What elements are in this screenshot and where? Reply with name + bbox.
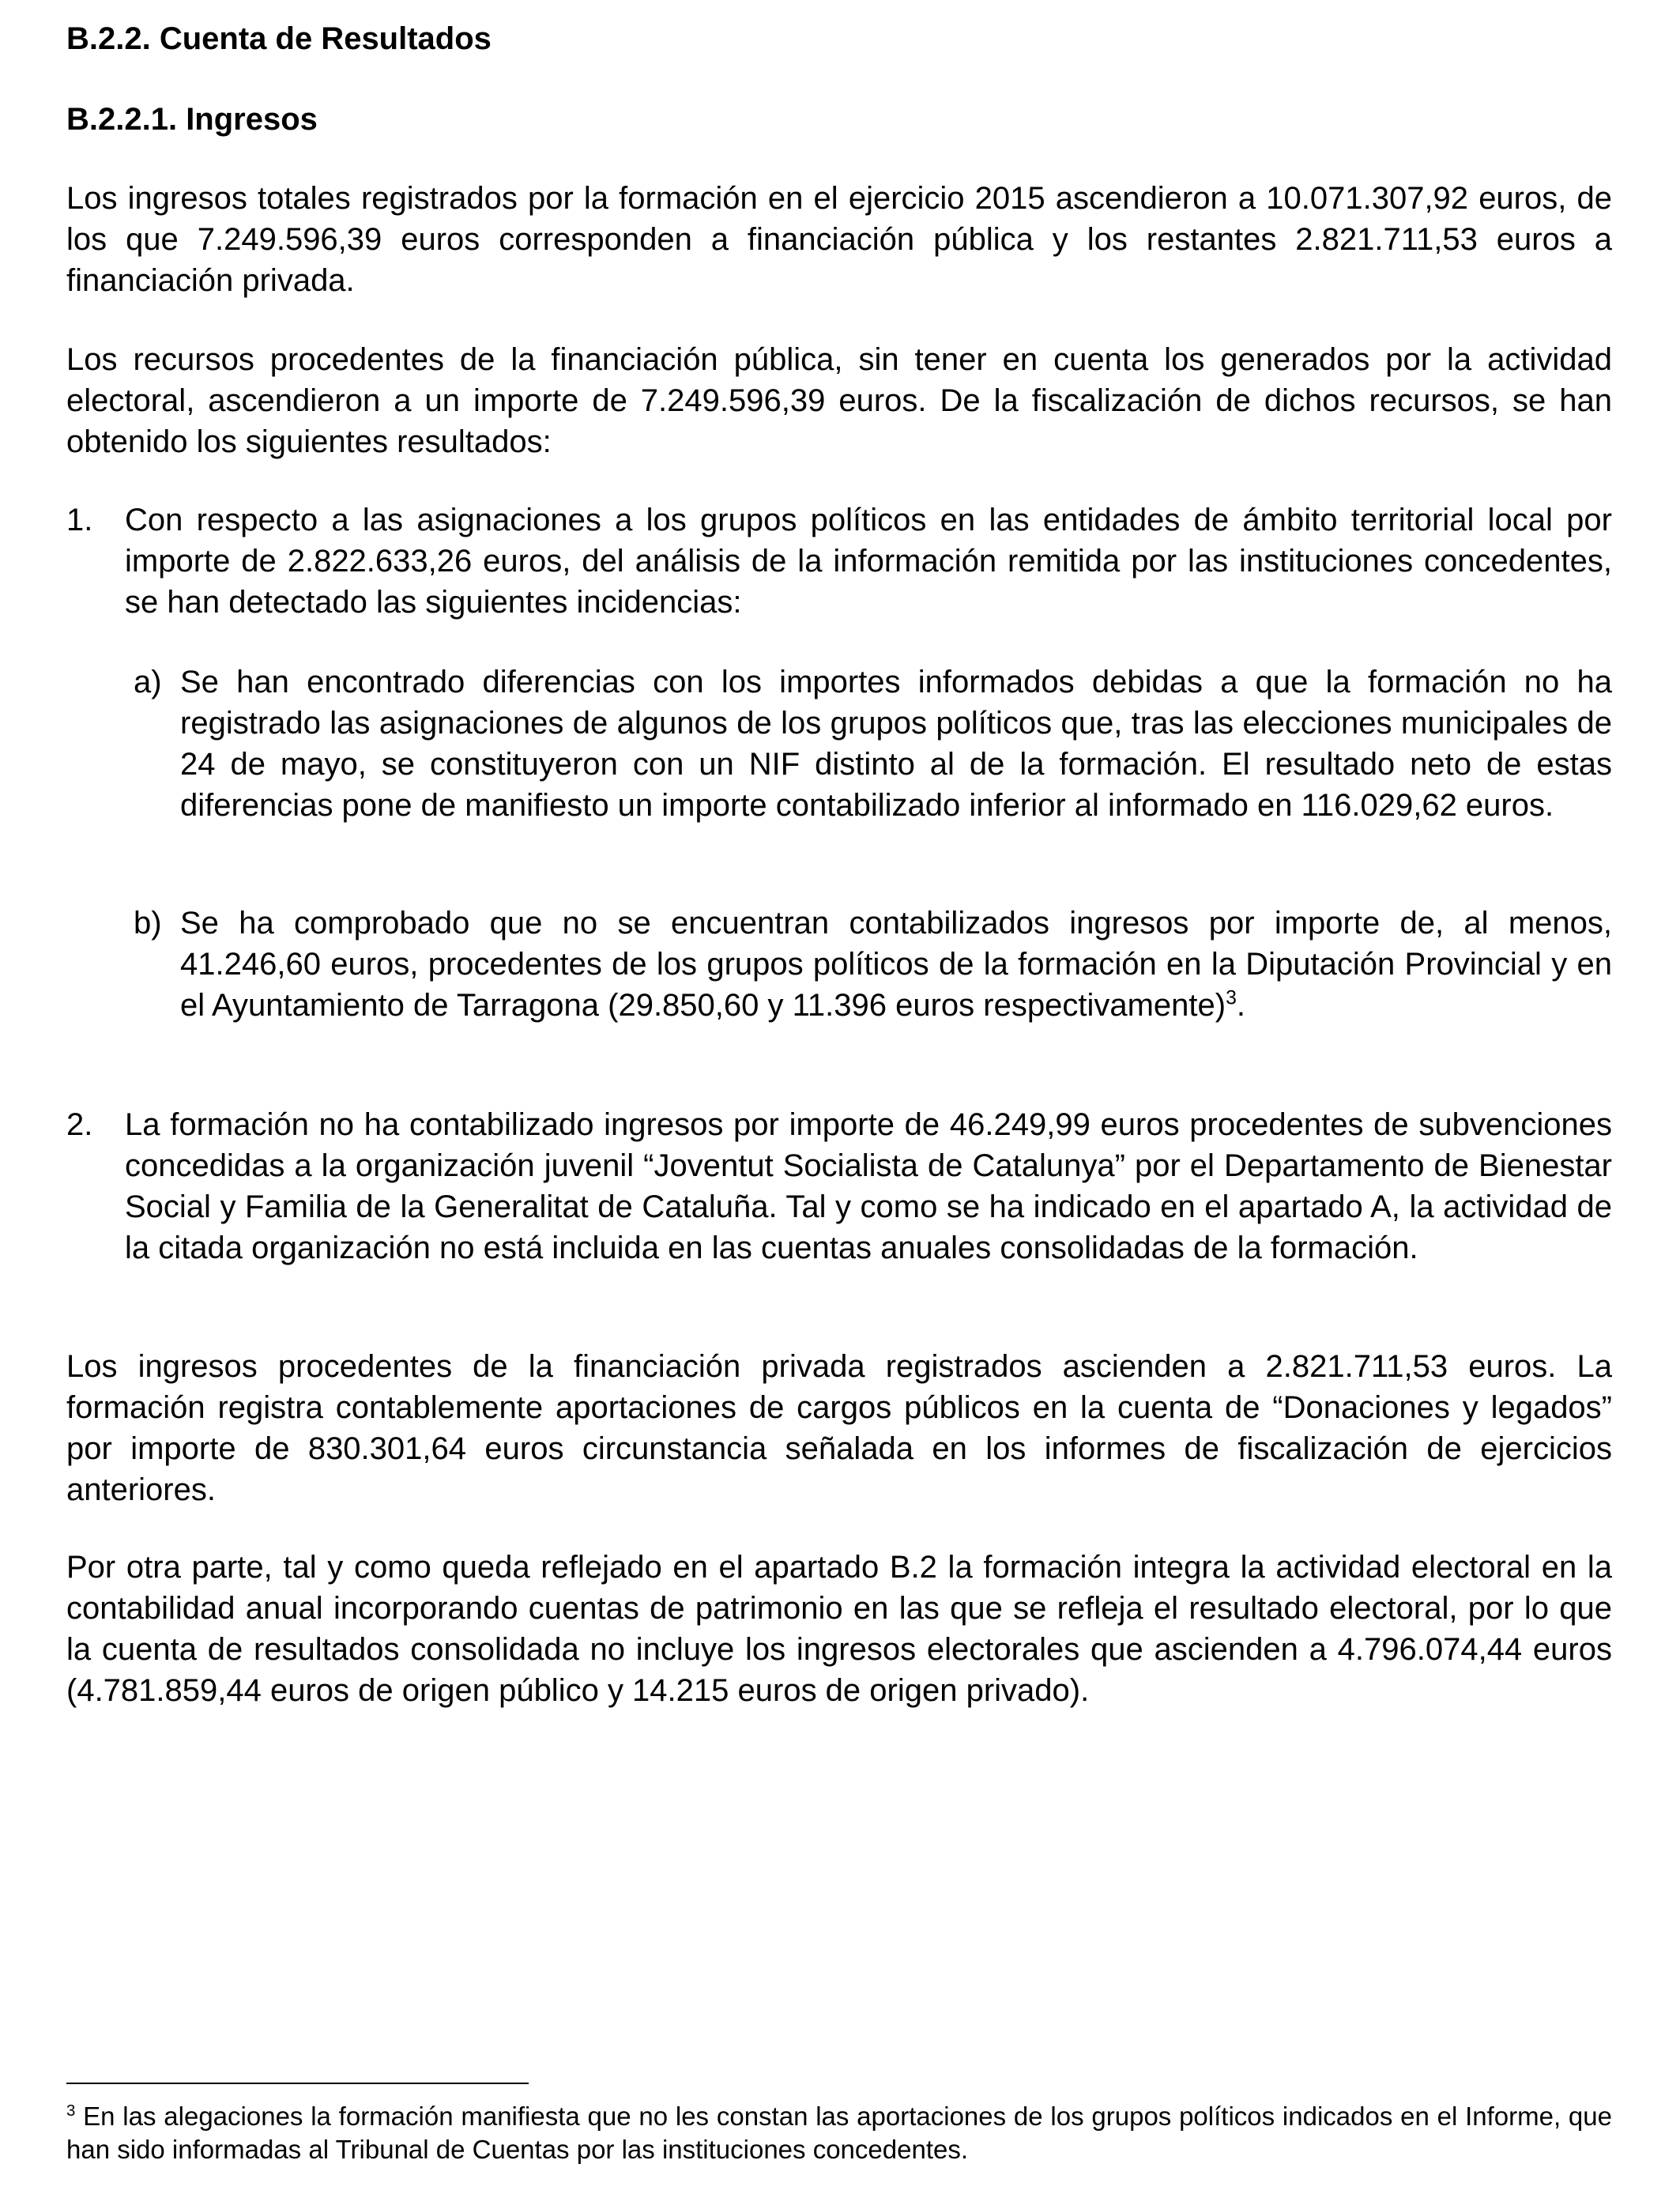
paragraph-electoral-activity: Por otra parte, tal y como queda reflejado en el apartado B.2 la formación integra la actividad electoral en la contabilidad anual incorporando cuentas de patrimonio en las que se refleja el resultado electoral, por lo que la cuenta de resultados consolidada no incluye los ingresos electorales que ascienden a 4.796.074,44 euros (4.781.859,44 euros de origen público y 14.215 euros de origen privado).	[66, 1550, 1612, 1708]
footnote-number: 3	[66, 2102, 76, 2120]
list-subitem-text: Se ha comprobado que no se encuentran contabilizados ingresos por importe de, al menos, 41.246,60 euros, procedentes de los grupos políticos de la formación en la Diputación Provincial y en el Ayuntamiento de Tarragona (29.850,60 y 11.396 euros respectivamente)	[180, 906, 1612, 1023]
list-marker: a)	[134, 665, 162, 699]
subsection-heading: B.2.2.1. Ingresos	[66, 102, 318, 137]
list-marker: 2.	[66, 1107, 93, 1142]
footnote-reference: 3	[1226, 987, 1237, 1009]
paragraph-private-funding: Los ingresos procedentes de la financiación privada registrados ascienden a 2.821.711,53 euros. La formación registra contablemente aportaciones de cargos públicos en la cuenta de “Donaciones y legados” por importe de 830.301,64 euros circunstancia señalada en los informes de fiscalización de ejercicios anteriores.	[66, 1349, 1612, 1507]
list-item-2	[66, 1104, 1612, 1269]
paragraph-public-funding: Los recursos procedentes de la financiación pública, sin tener en cuenta los generados por la actividad electoral, ascendieron a un importe de 7.249.596,39 euros. De la fiscalización de dichos recursos, se han obtenido los siguientes resultados:	[66, 342, 1612, 459]
footnote-text: En las alegaciones la formación manifiesta que no les constan las aportaciones de los grupos políticos indicados en el Informe, que han sido informadas al Tribunal de Cuentas por las instituciones concedentes.	[66, 2102, 1612, 2164]
footnote	[66, 2100, 1612, 2166]
section-heading: B.2.2. Cuenta de Resultados	[66, 21, 492, 56]
footnote-divider	[66, 2083, 529, 2084]
list-marker: 1.	[66, 503, 93, 537]
list-item-1	[66, 499, 1612, 623]
list-marker: b)	[134, 906, 162, 941]
list-subitem-b	[134, 903, 1612, 1026]
list-item-text: Con respecto a las asignaciones a los grupos políticos en las entidades de ámbito territorial local por importe de 2.822.633,26 euros, del análisis de la información remitida por las instituciones concedentes, se han detectado las siguientes incidencias:	[125, 503, 1612, 620]
paragraph-total-income: Los ingresos totales registrados por la formación en el ejercicio 2015 ascendieron a 10.071.307,92 euros, de los que 7.249.596,39 euros corresponden a financiación pública y los restantes 2.821.711,53 euros a financiación privada.	[66, 181, 1612, 298]
list-subitem-a	[134, 662, 1612, 826]
list-item-text: La formación no ha contabilizado ingresos por importe de 46.249,99 euros procedentes de subvenciones concedidas a la organización juvenil “Joventut Socialista de Catalunya” por el Departamento de Bienestar Social y Familia de la Generalitat de Cataluña. Tal y como se ha indicado en el apartado A, la actividad de la citada organización no está incluida en las cuentas anuales consolidadas de la formación.	[125, 1107, 1612, 1265]
list-subitem-text: Se han encontrado diferencias con los importes informados debidas a que la formación no ha registrado las asignaciones de algunos de los grupos políticos que, tras las elecciones municipales de 24 de mayo, se constituyeron con un NIF distinto al de la formación. El resultado neto de estas diferencias pone de manifiesto un importe contabilizado inferior al informado en 116.029,62 euros.	[180, 665, 1612, 823]
list-subitem-tail: .	[1236, 988, 1246, 1023]
